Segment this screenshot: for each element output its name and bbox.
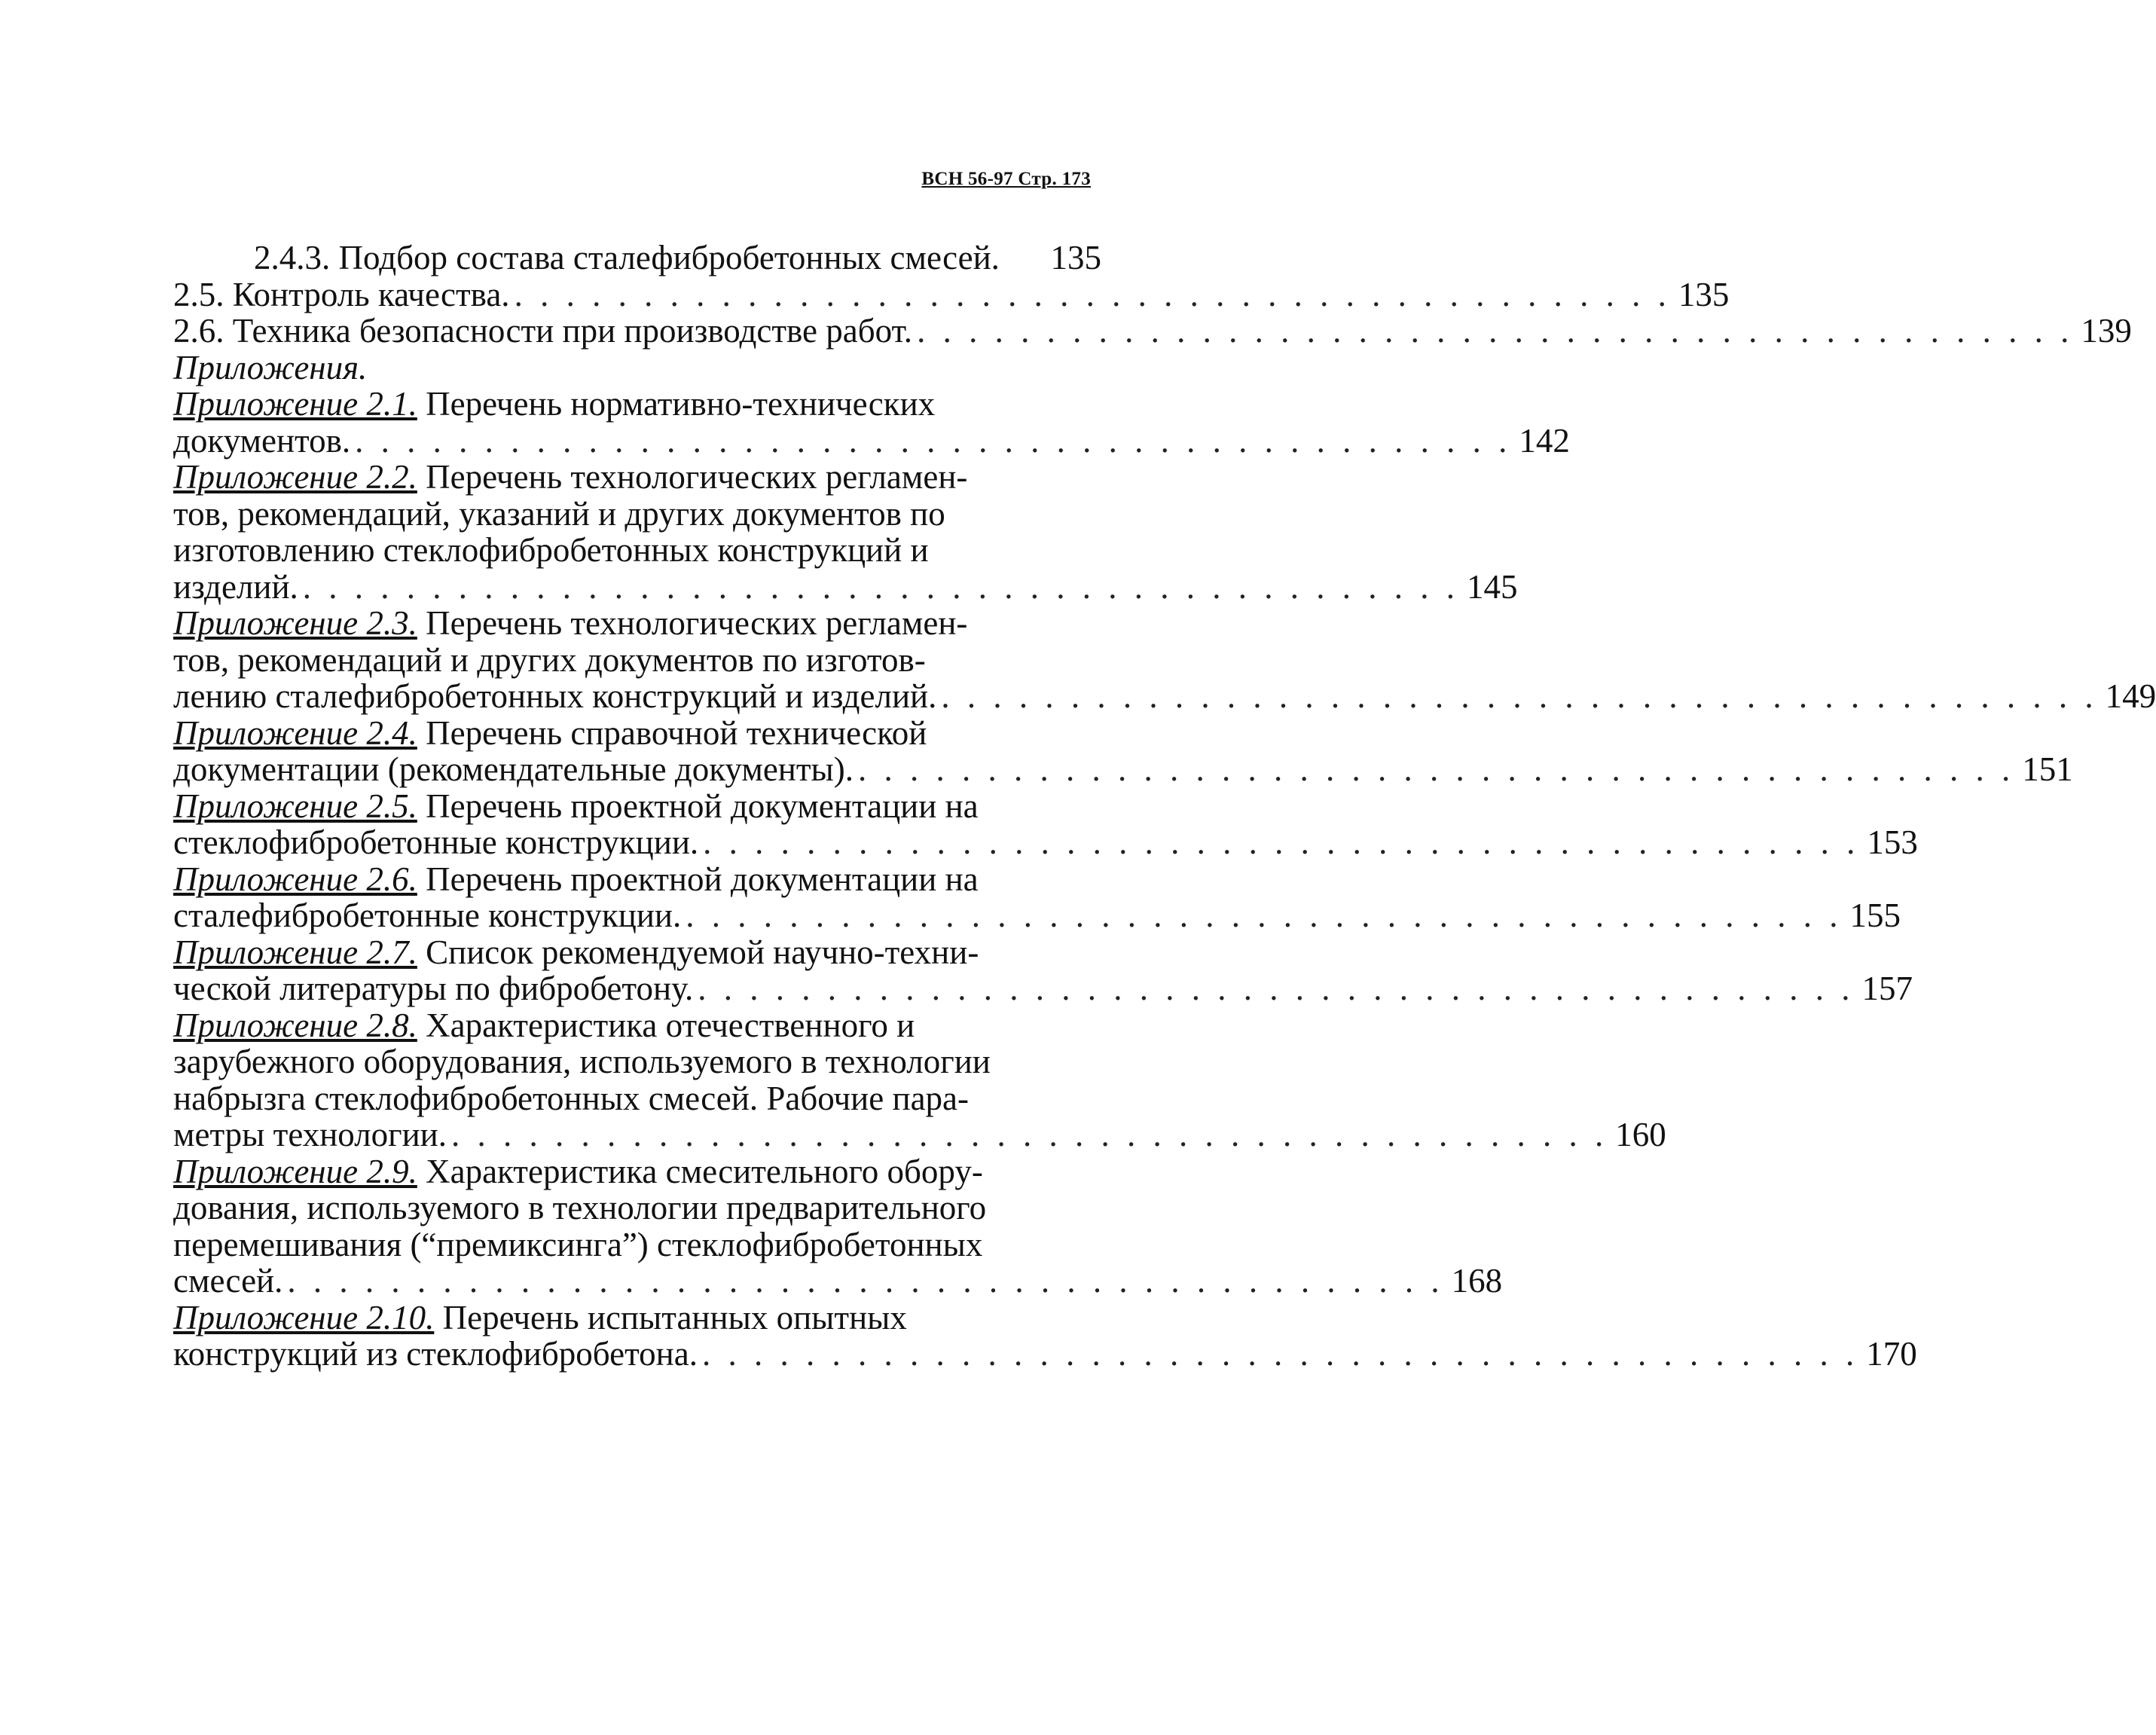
appendix-title: ческой литературы по фибробетону. — [173, 970, 694, 1007]
appendix-title: Характеристика отечественного и — [417, 1006, 915, 1044]
toc-page-number: 139 — [2081, 312, 2132, 350]
appendices-heading: Приложения. — [173, 348, 368, 386]
appendix-title: Перечень технологических регламен- — [417, 458, 968, 496]
toc-leader-dots — [854, 751, 2014, 788]
toc-leader-dots — [698, 824, 1859, 861]
appendix-title: изготовлению стеклофибробетонных конструкций и — [173, 531, 929, 569]
appendix-title: метры технологии. — [173, 1116, 447, 1153]
toc-page-number: 135 — [1050, 239, 1101, 276]
running-head: ВСН 56-97 Стр. 173 — [921, 169, 1091, 189]
appendix-title: Перечень проектной документации на — [417, 860, 979, 898]
toc-appendix-2-7[interactable] — [173, 934, 1101, 971]
appendix-link[interactable]: Приложение 2.8. — [173, 1006, 417, 1044]
appendix-title: лению сталефибробетонных конструкций и изделий. — [173, 677, 937, 715]
toc-appendix-2-10[interactable] — [173, 1300, 1101, 1336]
toc-entry-title: 2.4.3. Подбор состава сталефибробетонных смесей. — [254, 239, 1000, 276]
toc-page-number: 142 — [1519, 421, 1570, 460]
appendix-title: дования, используемого в технологии предварительного — [173, 1189, 987, 1226]
toc-appendix-2-4[interactable] — [173, 715, 1101, 752]
appendix-title: Перечень проектной документации на — [417, 787, 979, 825]
toc-leader-dots — [282, 1263, 1443, 1300]
toc-appendix-2-9[interactable] — [173, 1153, 1101, 1190]
appendix-title: Перечень технологических регламен- — [417, 604, 968, 642]
toc-leader-dots — [936, 678, 2097, 715]
toc-page-number: 145 — [1467, 567, 1518, 606]
appendix-link[interactable]: Приложение 2.9. — [173, 1152, 417, 1190]
toc-appendices-heading — [173, 350, 1101, 386]
appendix-title: смесей. — [173, 1262, 283, 1300]
appendix-title: тов, рекомендаций и других документов по изготов- — [173, 640, 926, 679]
appendix-title: документации (рекомендательные документы). — [173, 750, 854, 788]
appendix-title: перемешивания (“премиксинга”) стеклофибробетонных — [173, 1225, 983, 1263]
toc-appendix-2-6[interactable] — [173, 861, 1101, 898]
toc-appendix-2-8[interactable] — [173, 1007, 1101, 1044]
toc-page-number: 160 — [1615, 1116, 1666, 1153]
toc-leader-dots — [693, 970, 1854, 1007]
appendix-title: Перечень справочной технической — [417, 713, 927, 752]
toc-leader-dots — [510, 276, 1671, 313]
appendix-link[interactable]: Приложение 2.5. — [173, 787, 417, 825]
toc-entry-title: 2.5. Контроль качества. — [173, 275, 510, 313]
appendix-link[interactable]: Приложение 2.10. — [173, 1298, 435, 1336]
appendix-title: зарубежного оборудования, используемого в технологии — [173, 1043, 991, 1080]
toc-page-number: 155 — [1849, 897, 1901, 934]
toc-page-number: 153 — [1867, 823, 1918, 861]
toc-leader-dots — [912, 313, 2073, 350]
toc-page-number: 151 — [2022, 750, 2073, 788]
toc-leader-dots — [298, 569, 1459, 606]
toc-page-number: 157 — [1861, 970, 1913, 1007]
toc-leader-dots — [698, 1336, 1858, 1373]
appendix-title: документов. — [173, 421, 351, 460]
appendix-link[interactable]: Приложение 2.6. — [173, 860, 417, 898]
toc-page-number: 170 — [1866, 1335, 1917, 1373]
appendix-link[interactable]: Приложение 2.4. — [173, 713, 417, 752]
appendix-title: Характеристика смесительного обору- — [417, 1152, 983, 1190]
toc-appendix-2-1[interactable] — [173, 386, 1101, 423]
appendix-title: конструкций из стеклофибробетона. — [173, 1335, 698, 1373]
table-of-contents — [173, 239, 2156, 1373]
appendix-link[interactable]: Приложение 2.2. — [173, 458, 417, 496]
appendix-link[interactable]: Приложение 2.1. — [173, 385, 417, 423]
toc-page-number: 149 — [2105, 677, 2156, 715]
toc-page-number: 168 — [1451, 1262, 1503, 1300]
toc-leader-dots — [350, 423, 1511, 460]
toc-entry-2-6[interactable] — [173, 312, 2132, 350]
appendix-title: Список рекомендуемой научно-техни- — [417, 933, 979, 971]
toc-leader-dots — [681, 897, 1842, 934]
appendix-title: сталефибробетонные конструкции. — [173, 897, 682, 934]
appendix-title: стеклофибробетонные конструкции. — [173, 823, 699, 861]
toc-leader-dots — [447, 1116, 1608, 1153]
appendix-title: Перечень испытанных опытных — [434, 1298, 907, 1336]
toc-entry-2-5[interactable] — [173, 275, 1730, 313]
toc-appendix-2-2[interactable] — [173, 459, 1101, 496]
toc-entry-2-4-3[interactable] — [173, 240, 1101, 276]
appendix-link[interactable]: Приложение 2.3. — [173, 604, 417, 642]
appendix-title: тов, рекомендаций, указаний и других документов по — [173, 494, 945, 533]
toc-entry-title: 2.6. Техника безопасности при производстве работ. — [173, 312, 913, 350]
toc-appendix-2-5[interactable] — [173, 788, 1101, 825]
appendix-title: набрызга стеклофибробетонных смесей. Рабочие пара- — [173, 1079, 970, 1117]
appendix-link[interactable]: Приложение 2.7. — [173, 933, 417, 971]
appendix-title: изделий. — [173, 567, 298, 606]
appendix-title: Перечень нормативно-технических — [417, 385, 936, 423]
toc-page-number: 135 — [1678, 275, 1730, 313]
toc-appendix-2-1-cont — [173, 421, 1570, 460]
toc-appendix-2-3[interactable] — [173, 605, 1101, 642]
